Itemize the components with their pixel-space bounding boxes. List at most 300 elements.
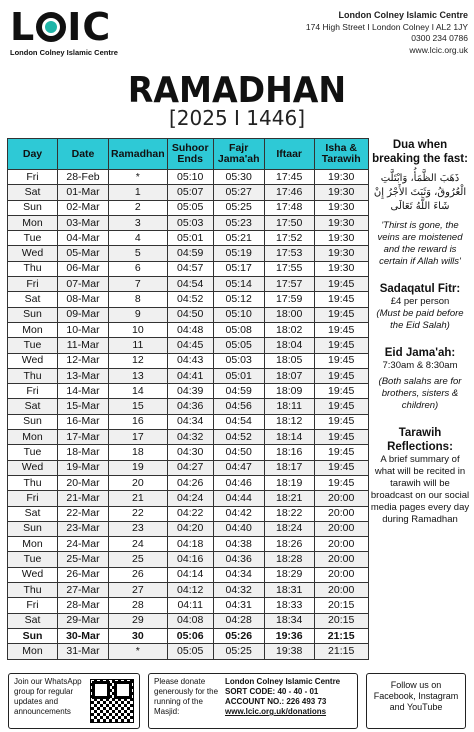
table-cell: 05:10 xyxy=(167,170,213,185)
table-cell: 20:00 xyxy=(314,537,368,552)
table-cell: Fri xyxy=(8,598,58,613)
table-cell: 4 xyxy=(109,231,168,246)
table-cell: 19:30 xyxy=(314,185,368,200)
table-cell: 22-Mar xyxy=(58,506,109,521)
table-cell: 19:45 xyxy=(314,430,368,445)
table-cell: 05:08 xyxy=(213,322,264,337)
table-cell: 18:14 xyxy=(264,430,314,445)
table-cell: 19:45 xyxy=(314,338,368,353)
table-cell: 6 xyxy=(109,261,168,276)
table-cell: 18:34 xyxy=(264,613,314,628)
donate-link[interactable]: www.lcic.org.uk/donations xyxy=(225,707,327,716)
table-cell: 18:28 xyxy=(264,552,314,567)
table-cell: 18:24 xyxy=(264,521,314,536)
table-row xyxy=(8,567,369,582)
table-cell: 31-Mar xyxy=(58,644,109,659)
table-cell: 28 xyxy=(109,598,168,613)
address-line: 174 High Street I London Colney I AL2 1JY xyxy=(305,21,468,32)
website: www.lcic.org.uk xyxy=(409,44,468,55)
table-cell: 18:33 xyxy=(264,598,314,613)
table-row xyxy=(8,292,369,307)
table-row xyxy=(8,613,369,628)
table-cell: 16 xyxy=(109,414,168,429)
table-cell: 21:15 xyxy=(314,644,368,659)
bank-name: London Colney Islamic Centre xyxy=(225,677,341,686)
table-cell: 20:00 xyxy=(314,521,368,536)
table-cell: 05-Mar xyxy=(58,246,109,261)
table-row xyxy=(8,261,369,276)
whatsapp-text: Join our WhatsApp group for regular updates and announcements xyxy=(14,677,82,716)
table-cell: 05:19 xyxy=(213,246,264,261)
dua-title: Dua when breaking the fast: xyxy=(372,139,468,165)
table-cell: Sat xyxy=(8,506,58,521)
table-cell: 05:05 xyxy=(213,338,264,353)
table-cell: 18:02 xyxy=(264,322,314,337)
table-cell: 04:36 xyxy=(167,399,213,414)
table-cell: 04:54 xyxy=(213,414,264,429)
table-cell: 23 xyxy=(109,521,168,536)
column-header: Date xyxy=(58,139,109,170)
table-cell: 18:12 xyxy=(264,414,314,429)
table-cell: 05:10 xyxy=(213,307,264,322)
table-cell: 15 xyxy=(109,399,168,414)
table-cell: Sun xyxy=(8,414,58,429)
table-row xyxy=(8,368,369,383)
table-cell: Tue xyxy=(8,552,58,567)
logo-subtitle: London Colney Islamic Centre xyxy=(10,48,118,57)
table-cell: 17:45 xyxy=(264,170,314,185)
column-header: Fajr Jama'ah xyxy=(213,139,264,170)
fitr-note: (Must be paid before the Eid Salah) xyxy=(376,308,464,331)
column-header: Suhoor Ends xyxy=(167,139,213,170)
table-cell: Mon xyxy=(8,430,58,445)
table-cell: 19:30 xyxy=(314,246,368,261)
page-title: RAMADHAN xyxy=(127,70,347,111)
table-cell: 19:45 xyxy=(314,368,368,383)
logo-mark: L IC xyxy=(10,5,112,49)
table-cell: Sat xyxy=(8,613,58,628)
table-cell: 04:08 xyxy=(167,613,213,628)
table-row xyxy=(8,170,369,185)
account-number: ACCOUNT NO.: 226 493 73 xyxy=(225,697,327,706)
table-cell: 17:46 xyxy=(264,185,314,200)
table-cell: Wed xyxy=(8,353,58,368)
table-cell: 05:25 xyxy=(213,200,264,215)
table-cell: 11-Mar xyxy=(58,338,109,353)
table-cell: 05:07 xyxy=(167,185,213,200)
table-cell: 15-Mar xyxy=(58,399,109,414)
table-cell: 04:57 xyxy=(167,261,213,276)
table-cell: 29-Mar xyxy=(58,613,109,628)
table-cell: 18:19 xyxy=(264,475,314,490)
table-cell: 19:45 xyxy=(314,445,368,460)
column-header: Ramadhan xyxy=(109,139,168,170)
table-cell: Tue xyxy=(8,338,58,353)
table-cell: 04:32 xyxy=(167,430,213,445)
table-row xyxy=(8,277,369,292)
table-cell: 19:45 xyxy=(314,353,368,368)
table-cell: 20:00 xyxy=(314,491,368,506)
column-header: Iftaar xyxy=(264,139,314,170)
table-cell: 01-Mar xyxy=(58,185,109,200)
table-row xyxy=(8,185,369,200)
table-cell: Fri xyxy=(8,277,58,292)
table-cell: 04:32 xyxy=(213,583,264,598)
table-cell: 04:59 xyxy=(213,384,264,399)
table-cell: 04:26 xyxy=(167,475,213,490)
donate-text: Please donate generously for the running of the Masjid: xyxy=(154,677,219,716)
table-cell: 19:45 xyxy=(314,292,368,307)
table-cell: 10-Mar xyxy=(58,322,109,337)
timetable xyxy=(7,138,369,660)
table-cell: 18:17 xyxy=(264,460,314,475)
table-cell: 28-Feb xyxy=(58,170,109,185)
table-cell: Fri xyxy=(8,491,58,506)
table-cell: 19:45 xyxy=(314,307,368,322)
fitr-title: Sadaqatul Fitr: xyxy=(379,283,461,295)
table-cell: 29 xyxy=(109,613,168,628)
table-cell: 27 xyxy=(109,583,168,598)
table-cell: 19:38 xyxy=(264,644,314,659)
table-row xyxy=(8,598,369,613)
table-cell: 04:36 xyxy=(213,552,264,567)
timetable-header xyxy=(8,139,369,170)
donation-box xyxy=(148,673,358,729)
table-row xyxy=(8,231,369,246)
table-cell: Sun xyxy=(8,521,58,536)
table-cell: 20 xyxy=(109,475,168,490)
table-cell: 21-Mar xyxy=(58,491,109,506)
table-cell: 04:44 xyxy=(213,491,264,506)
table-cell: 18:22 xyxy=(264,506,314,521)
table-cell: 19:30 xyxy=(314,200,368,215)
table-cell: Thu xyxy=(8,583,58,598)
table-cell: 04:12 xyxy=(167,583,213,598)
table-cell: 19:45 xyxy=(314,414,368,429)
address-block xyxy=(306,10,468,56)
table-cell: 19:30 xyxy=(314,170,368,185)
table-cell: 19-Mar xyxy=(58,460,109,475)
table-cell: 24-Mar xyxy=(58,537,109,552)
table-cell: 08-Mar xyxy=(58,292,109,307)
tarawih-text: A brief summary of what will be recited in tarawih will be broadcast on our social media pages every day during Ramadhan xyxy=(370,454,470,525)
sort-code: SORT CODE: 40 - 40 - 01 xyxy=(225,687,319,696)
table-cell: 04:24 xyxy=(167,491,213,506)
table-cell: Thu xyxy=(8,475,58,490)
social-text: Follow us on Facebook, Instagram and YouTube xyxy=(373,680,459,712)
table-cell: 05:03 xyxy=(213,353,264,368)
table-cell: 04:52 xyxy=(213,430,264,445)
page-subtitle: [2025 I 1446] xyxy=(168,106,305,130)
qr-code-icon[interactable] xyxy=(90,679,134,723)
table-cell: 04:39 xyxy=(167,384,213,399)
table-cell: 25 xyxy=(109,552,168,567)
table-cell: 19 xyxy=(109,460,168,475)
table-cell: Mon xyxy=(8,537,58,552)
table-cell: 18:09 xyxy=(264,384,314,399)
table-cell: 04:54 xyxy=(167,277,213,292)
table-cell: 05:12 xyxy=(213,292,264,307)
table-cell: 19:45 xyxy=(314,460,368,475)
table-row xyxy=(8,521,369,536)
table-cell: 17:50 xyxy=(264,215,314,230)
sidebar xyxy=(370,138,470,526)
table-cell: 13-Mar xyxy=(58,368,109,383)
table-cell: 04:41 xyxy=(167,368,213,383)
table-cell: 17:52 xyxy=(264,231,314,246)
table-cell: 17 xyxy=(109,430,168,445)
table-cell: 17:59 xyxy=(264,292,314,307)
table-cell: 18:31 xyxy=(264,583,314,598)
bank-details xyxy=(225,677,355,717)
table-cell: Mon xyxy=(8,322,58,337)
table-cell: 05:26 xyxy=(213,628,264,643)
table-cell: 05:05 xyxy=(167,200,213,215)
table-cell: 20:15 xyxy=(314,613,368,628)
table-cell: 18 xyxy=(109,445,168,460)
table-cell: 3 xyxy=(109,215,168,230)
table-cell: 04:47 xyxy=(213,460,264,475)
table-cell: 04:31 xyxy=(213,598,264,613)
table-cell: 05:06 xyxy=(167,628,213,643)
table-cell: 07-Mar xyxy=(58,277,109,292)
table-cell: 05:01 xyxy=(213,368,264,383)
table-cell: 11 xyxy=(109,338,168,353)
table-cell: 20:00 xyxy=(314,506,368,521)
table-cell: 20:15 xyxy=(314,598,368,613)
table-cell: 04:50 xyxy=(167,307,213,322)
table-row xyxy=(8,583,369,598)
table-cell: 19:45 xyxy=(314,399,368,414)
table-cell: 04-Mar xyxy=(58,231,109,246)
table-cell: 7 xyxy=(109,277,168,292)
table-cell: 19:36 xyxy=(264,628,314,643)
table-cell: 18:05 xyxy=(264,353,314,368)
tarawih-title: Tarawih Reflections: xyxy=(387,427,453,453)
table-row xyxy=(8,628,369,643)
column-header: Day xyxy=(8,139,58,170)
table-cell: 19:45 xyxy=(314,277,368,292)
table-cell: Thu xyxy=(8,368,58,383)
table-cell: 26-Mar xyxy=(58,567,109,582)
table-row xyxy=(8,552,369,567)
table-row xyxy=(8,475,369,490)
table-cell: 04:52 xyxy=(167,292,213,307)
table-cell: Thu xyxy=(8,261,58,276)
table-cell: 28-Mar xyxy=(58,598,109,613)
table-cell: 04:50 xyxy=(213,445,264,460)
table-cell: Tue xyxy=(8,445,58,460)
table-cell: Sun xyxy=(8,200,58,215)
table-row xyxy=(8,399,369,414)
table-cell: 17:55 xyxy=(264,261,314,276)
table-cell: 05:30 xyxy=(213,170,264,185)
table-cell: 18:11 xyxy=(264,399,314,414)
table-cell: 05:01 xyxy=(167,231,213,246)
table-cell: 26 xyxy=(109,567,168,582)
table-cell: 04:27 xyxy=(167,460,213,475)
table-row xyxy=(8,246,369,261)
table-cell: Mon xyxy=(8,644,58,659)
table-cell: 20:00 xyxy=(314,567,368,582)
table-cell: 04:48 xyxy=(167,322,213,337)
table-cell: 04:14 xyxy=(167,567,213,582)
table-cell: 18:07 xyxy=(264,368,314,383)
table-cell: 05:21 xyxy=(213,231,264,246)
table-cell: 10 xyxy=(109,322,168,337)
table-cell: 05:25 xyxy=(213,644,264,659)
table-cell: 9 xyxy=(109,307,168,322)
table-cell: 04:43 xyxy=(167,353,213,368)
table-cell: 16-Mar xyxy=(58,414,109,429)
table-cell: 05:27 xyxy=(213,185,264,200)
table-cell: Sun xyxy=(8,307,58,322)
table-cell: 05:03 xyxy=(167,215,213,230)
eid-note: (Both salahs are for brothers, sisters & children) xyxy=(378,376,462,411)
table-cell: 23-Mar xyxy=(58,521,109,536)
table-row xyxy=(8,445,369,460)
table-cell: Mon xyxy=(8,215,58,230)
table-cell: Wed xyxy=(8,567,58,582)
table-cell: 05:14 xyxy=(213,277,264,292)
table-cell: Sat xyxy=(8,292,58,307)
table-cell: 05:05 xyxy=(167,644,213,659)
table-cell: 5 xyxy=(109,246,168,261)
table-cell: 17-Mar xyxy=(58,430,109,445)
table-cell: * xyxy=(109,644,168,659)
table-cell: 18:21 xyxy=(264,491,314,506)
table-cell: 18-Mar xyxy=(58,445,109,460)
dua-arabic: ذَهَبَ الظَّمَأُ، وَابْتَلَّتِ الْعُرُوقُ، وَثَبَتَ الأَجْرُ إِنْ شَاءَ اللَّهُ تَعَالَى xyxy=(373,173,467,212)
table-row xyxy=(8,353,369,368)
table-cell: * xyxy=(109,170,168,185)
table-cell: 04:20 xyxy=(167,521,213,536)
table-cell: 14-Mar xyxy=(58,384,109,399)
timetable-body xyxy=(8,170,369,660)
table-row xyxy=(8,200,369,215)
table-cell: 19:45 xyxy=(314,322,368,337)
table-cell: 03-Mar xyxy=(58,215,109,230)
table-cell: 02-Mar xyxy=(58,200,109,215)
table-cell: Sat xyxy=(8,185,58,200)
table-cell: 27-Mar xyxy=(58,583,109,598)
table-cell: 19:30 xyxy=(314,231,368,246)
table-cell: 04:28 xyxy=(213,613,264,628)
table-cell: 18:26 xyxy=(264,537,314,552)
table-cell: Wed xyxy=(8,246,58,261)
table-cell: 30 xyxy=(109,628,168,643)
table-cell: 17:53 xyxy=(264,246,314,261)
table-cell: 21 xyxy=(109,491,168,506)
table-cell: 13 xyxy=(109,368,168,383)
table-cell: 24 xyxy=(109,537,168,552)
fitr-amount: £4 per person xyxy=(390,296,450,307)
whatsapp-box xyxy=(8,673,140,729)
table-row xyxy=(8,414,369,429)
table-cell: Wed xyxy=(8,460,58,475)
table-cell: 04:46 xyxy=(213,475,264,490)
table-cell: 2 xyxy=(109,200,168,215)
table-cell: 04:34 xyxy=(213,567,264,582)
table-cell: 20:00 xyxy=(314,552,368,567)
social-box xyxy=(366,673,466,729)
table-cell: 05:17 xyxy=(213,261,264,276)
table-row xyxy=(8,307,369,322)
table-row xyxy=(8,506,369,521)
table-cell: 04:38 xyxy=(213,537,264,552)
table-cell: 18:16 xyxy=(264,445,314,460)
table-cell: Sat xyxy=(8,399,58,414)
table-cell: 18:04 xyxy=(264,338,314,353)
dua-translation: 'Thirst is gone, the veins are moistened and the reward is certain if Allah wills' xyxy=(377,220,463,267)
table-cell: 30-Mar xyxy=(58,628,109,643)
table-cell: 18:00 xyxy=(264,307,314,322)
table-cell: 04:18 xyxy=(167,537,213,552)
table-cell: 25-Mar xyxy=(58,552,109,567)
table-cell: Tue xyxy=(8,231,58,246)
table-cell: 04:30 xyxy=(167,445,213,460)
table-cell: 1 xyxy=(109,185,168,200)
table-cell: Fri xyxy=(8,170,58,185)
table-cell: 17:48 xyxy=(264,200,314,215)
table-cell: 12-Mar xyxy=(58,353,109,368)
table-cell: 04:11 xyxy=(167,598,213,613)
logo xyxy=(10,5,120,58)
table-row xyxy=(8,430,369,445)
table-cell: Sun xyxy=(8,628,58,643)
table-row xyxy=(8,537,369,552)
table-row xyxy=(8,384,369,399)
table-cell: 20-Mar xyxy=(58,475,109,490)
table-cell: 04:56 xyxy=(213,399,264,414)
table-cell: 05:23 xyxy=(213,215,264,230)
table-row xyxy=(8,338,369,353)
table-row xyxy=(8,215,369,230)
table-cell: 19:30 xyxy=(314,215,368,230)
table-cell: 09-Mar xyxy=(58,307,109,322)
table-cell: Fri xyxy=(8,384,58,399)
table-cell: 04:22 xyxy=(167,506,213,521)
table-row xyxy=(8,460,369,475)
table-cell: 14 xyxy=(109,384,168,399)
phone: 0300 234 0786 xyxy=(411,33,468,43)
table-cell: 18:29 xyxy=(264,567,314,582)
table-cell: 8 xyxy=(109,292,168,307)
eid-title: Eid Jama'ah: xyxy=(384,347,456,359)
header xyxy=(0,0,474,62)
eid-times: 7:30am & 8:30am xyxy=(382,360,458,371)
table-cell: 04:45 xyxy=(167,338,213,353)
table-cell: 04:42 xyxy=(213,506,264,521)
table-cell: 06-Mar xyxy=(58,261,109,276)
table-cell: 19:30 xyxy=(314,261,368,276)
table-cell: 04:59 xyxy=(167,246,213,261)
table-cell: 20:00 xyxy=(314,583,368,598)
table-row xyxy=(8,491,369,506)
table-cell: 22 xyxy=(109,506,168,521)
table-cell: 21:15 xyxy=(314,628,368,643)
table-cell: 12 xyxy=(109,353,168,368)
table-cell: 04:34 xyxy=(167,414,213,429)
table-cell: 17:57 xyxy=(264,277,314,292)
table-row xyxy=(8,322,369,337)
table-cell: 19:45 xyxy=(314,475,368,490)
table-cell: 04:40 xyxy=(213,521,264,536)
table-row xyxy=(8,644,369,659)
footer xyxy=(0,673,474,729)
column-header: Isha & Tarawih xyxy=(314,139,368,170)
table-cell: 19:45 xyxy=(314,384,368,399)
